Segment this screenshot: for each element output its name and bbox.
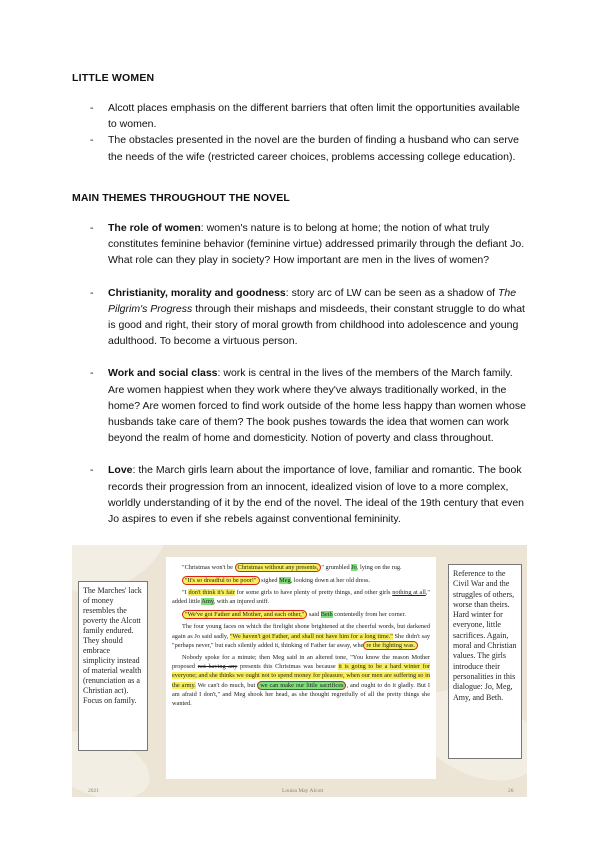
- themes-list: [90, 220, 530, 543]
- theme-text: : the March girls learn about the importance of love, familiar and romantic. The book records their progression from an innocent, idealized vision of love to a more complex, worldly understanding of it by the end of the novel. The ideal of the 19th century that even Jo aspires to even if she rebels against conventional femininity.: [108, 464, 524, 526]
- theme-text: through their mishaps and misdeeds, their constant struggle to do what is good and right, their story of moral growth from childhood into adolescence and young adulthood. To become a virtuous person.: [108, 302, 525, 348]
- theme-item: [90, 462, 530, 527]
- excerpt-paragraph: "Christmas won't be Christmas without any presents, " grumbled Jo, lying on the rug.: [182, 564, 402, 571]
- footer-year: 2021: [88, 788, 99, 794]
- character-name: Beth: [320, 610, 333, 618]
- highlighted-phrase: "We haven't got Father, and shall not have him for a long time.": [229, 632, 393, 640]
- struck-phrase: not having any: [197, 663, 238, 671]
- page-title: LITTLE WOMEN: [72, 72, 155, 84]
- excerpt-paragraph: Nobody spoke for a minute; then Meg said in an altered tone, "You know the reason Mother proposed not having any presents this Christmas was because it is going to be a hard winter for everyone; and she thinks we ought not to spend money for pleasure, when our men are suffering so in the army. We can't do much, but we can make our little sacrifices , and ought to do it gladly. But I am afraid I don't," and Meg shook her head, as she thought regretfully of all the pretty things she wanted.: [172, 654, 430, 707]
- character-name: Amy: [201, 598, 214, 606]
- intro-item: - Alcott places emphasis on the different barriers that often limit the opportunities available to women.: [90, 100, 530, 132]
- theme-item: [90, 220, 530, 269]
- theme-term: Work and social class: [108, 367, 218, 380]
- circled-phrase: "We've got Father and Mother, and each other,": [182, 610, 307, 619]
- excerpt-paragraph: "We've got Father and Mother, and each other," said Beth contentedly from her corner.: [172, 610, 430, 619]
- theme-text: : work is central in the lives of the members of the March family. Are women happiest when they work where they've always traditionally worked, in the home? Are women forced to find work outside of the home less happy than women whose husbands take care of them? The book pushes towards the idea that women can work beyond the realm of home and domesticity. Notion of poverty and class throughout.: [108, 367, 526, 445]
- character-name: Meg: [279, 576, 291, 584]
- book-footer: [72, 783, 527, 797]
- theme-term: Love: [108, 464, 133, 477]
- highlighted-phrase: don't think it's fair: [188, 589, 235, 597]
- left-annotation-note: The Marches' lack of money resembles the poverty the Alcott family endured. They should embrace simplicity instead of material wealth (renunciation as a Christian act). Focus on family.: [78, 581, 148, 751]
- circled-phrase: Christmas without any presents,: [235, 563, 322, 572]
- excerpt-paragraph: "I don't think it's fair for some girls to have plenty of pretty things, and other girls nothing at all," added little Amy, with an injured sniff.: [172, 589, 430, 606]
- circled-phrase: re the fighting was.: [363, 641, 418, 650]
- underlined-phrase: nothing at all: [392, 589, 426, 597]
- theme-text: : story arc of LW can be seen as a shadow of: [285, 286, 499, 299]
- themes-heading: MAIN THEMES THROUGHOUT THE NOVEL: [72, 192, 290, 204]
- theme-text: : women's nature is to belong at home; the notion of what truly constitutes feminine behavior (feminine virtue) addressed primarily through the defiant Jo. What role can they play in society? How important are men in the lives of women?: [108, 222, 525, 267]
- book-excerpt-image: [72, 545, 527, 797]
- intro-list: [90, 100, 530, 165]
- excerpt-text: [166, 557, 436, 779]
- footer-page-number: 26: [508, 788, 514, 794]
- theme-item: [90, 285, 530, 350]
- highlighted-phrase: it is going to be a hard winter for everyone; and she thinks we ought not to spend money for pleasure, when our men are suffering so in the army.: [172, 663, 430, 689]
- footer-author: Louisa May Alcott: [282, 788, 324, 794]
- theme-item: [90, 365, 530, 446]
- character-name: Jo: [351, 564, 357, 571]
- circled-phrase: we can make our little sacrifices: [257, 681, 346, 690]
- circled-phrase: "It's so dreadful to be poor!": [182, 576, 260, 585]
- right-annotation-note: Reference to the Civil War and the struggles of others, worse than theirs. Hard winter for everyone, little sacrifices. Again, moral and Christian values. The girls introduce their personalities in this dialogue: Jo, Meg, Amy, and Beth.: [448, 564, 522, 759]
- theme-book-title: The Pilgrim's Progress: [108, 286, 517, 315]
- theme-term: Christianity, morality and goodness: [108, 286, 286, 299]
- intro-item: - The obstacles presented in the novel are the burden of finding a husband who can serve the needs of the wife (restricted career choices, problems accessing college education).: [90, 132, 530, 164]
- theme-term: The role of women: [108, 222, 201, 234]
- excerpt-paragraph: The four young faces on which the firelight shone brightened at the cheerful words, but darkened again as Jo said sadly, "We haven't got Father, and shall not have him for a long time." She didn't say "perhaps never," but each silently added it, thinking of Father far away, whe re the fighting was.: [172, 623, 431, 649]
- excerpt-paragraph: "It's so dreadful to be poor!" sighed Meg, looking down at her old dress.: [172, 576, 430, 585]
